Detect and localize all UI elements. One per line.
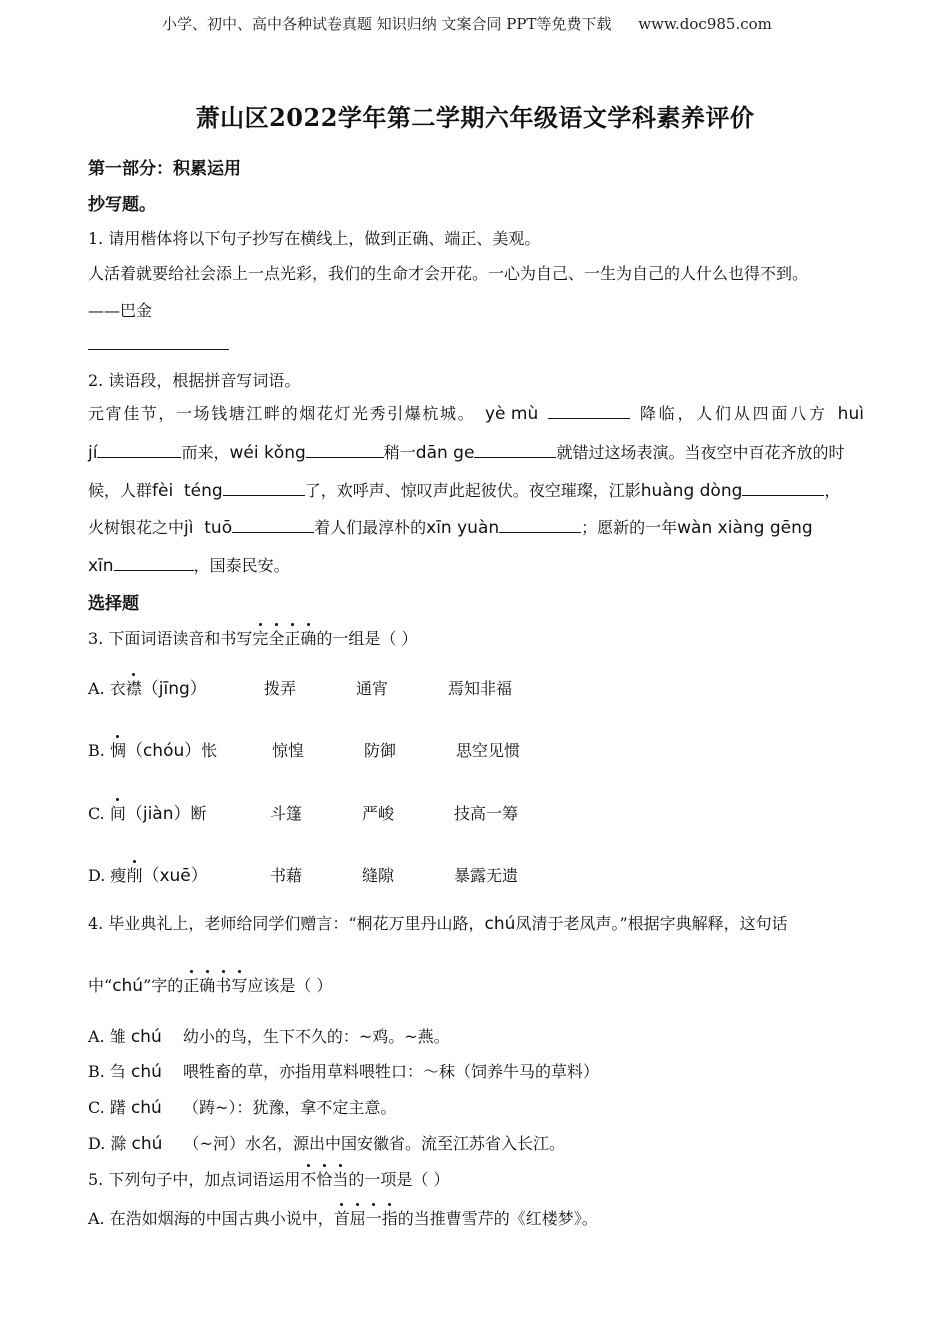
dotted-char: 正 (284, 626, 300, 649)
page-title: 萧山区2022学年第二学期六年级语文学科素养评价 (195, 103, 755, 132)
pinyin: chú (112, 976, 144, 996)
option-word: 严峻 (362, 804, 395, 823)
pinyin: wàn xiàng gēng (677, 518, 813, 538)
q5-dotted-words (334, 1209, 398, 1228)
q3-stem (88, 626, 418, 649)
dotted-char: 确 (199, 973, 215, 996)
pinyin: chú (131, 1062, 162, 1082)
q2-text: 火树银花之中 (88, 518, 185, 537)
option-label: A. 雏 (88, 1027, 131, 1046)
option-text: 怅 (201, 741, 218, 760)
option-label: B. 刍 (88, 1062, 132, 1081)
pinyin: chú (130, 1027, 162, 1047)
q2-text: 了，欢呼声、惊叹声此起彼伏。夜空璀璨，江影 (304, 481, 641, 500)
pinyin: （jiàn） (125, 804, 191, 824)
option-word: 防御 (364, 741, 397, 760)
dotted-char: 襟 (126, 676, 142, 699)
option-label: C. (88, 804, 110, 823)
pinyin: chú (130, 1098, 162, 1118)
pinyin: xīn (88, 556, 114, 576)
pinyin: （jīng） (141, 679, 207, 699)
q3-option[interactable] (88, 674, 568, 699)
option-word: 缝隙 (362, 866, 395, 885)
dotted-char: 惆 (110, 738, 126, 761)
q4-dotted-words (183, 976, 247, 995)
q2-text: 元宵佳节，一场钱塘江畔的烟花灯光秀引爆杭城。 (88, 404, 476, 423)
q3-option[interactable] (88, 736, 576, 761)
dotted-char: 全 (268, 626, 284, 649)
part-one-heading: 第一部分：积累运用 (88, 159, 241, 179)
pinyin: chú (484, 914, 516, 934)
q2-line-2 (88, 440, 864, 463)
q5-text: 的当推曹雪芹的《红楼梦》。 (397, 1209, 598, 1228)
dotted-char: 写 (231, 973, 247, 996)
q4-option[interactable] (88, 1059, 599, 1082)
header-site-link[interactable]: www.doc985.com (638, 15, 772, 33)
option-word: 斗篷 (270, 804, 303, 823)
dotted-char: 当 (332, 1167, 348, 1190)
q4-text: 4. 毕业典礼上，老师给同学们赠言：“桐花万里丹山路， (88, 914, 485, 933)
q5-option-a[interactable] (88, 1206, 598, 1229)
dotted-char: 指 (382, 1206, 398, 1229)
dotted-char: 不 (300, 1167, 316, 1190)
q2-text: 稍一 (383, 443, 416, 462)
q5-dotted-words (300, 1170, 348, 1189)
dotted-char: 屈 (350, 1206, 366, 1229)
pinyin: huàng dòng (640, 481, 743, 501)
q4-text: 应该是（ ） (247, 976, 333, 995)
pinyin: yè mù (485, 404, 539, 424)
answer-blank[interactable] (306, 456, 384, 458)
answer-blank[interactable] (499, 531, 581, 533)
q2-text: ；愿新的一年 (581, 518, 678, 537)
q3-dotted-words (252, 629, 316, 648)
q4-text: 凤清于老凤声。”根据字典解释，这句话 (515, 914, 788, 933)
option-definition: 喂牲畜的草，亦指用草料喂牲口：～秣（饲养牛马的草料） (183, 1062, 600, 1081)
dotted-char: 恰 (316, 1167, 332, 1190)
option-definition: （踌~）：犹豫，拿不定主意。 (182, 1098, 397, 1117)
q2-text: 就错过这场表演。当夜空中百花齐放的时 (556, 443, 845, 462)
q4-stem-line-1 (88, 911, 788, 934)
q1-author: ——巴金 (88, 301, 153, 320)
pinyin: wéi kǒng (229, 443, 306, 463)
q5-text: A. 在浩如烟海的中国古典小说中， (88, 1209, 334, 1228)
q2-text: ，国泰民安。 (193, 556, 290, 575)
option-word: 拨弄 (264, 679, 297, 698)
option-label: D. 瘦 (88, 866, 127, 885)
q2-text: 着人们最淳朴的 (314, 518, 427, 537)
answer-blank[interactable] (232, 531, 314, 533)
q4-text: 中“ (88, 976, 113, 995)
q2-line-4 (88, 515, 864, 538)
option-word: 书藉 (270, 866, 303, 885)
option-label: A. 衣 (88, 679, 126, 698)
option-word: 焉知非福 (448, 679, 513, 698)
dotted-char: 书 (215, 973, 231, 996)
pinyin: huì (837, 404, 864, 424)
q3-option[interactable] (88, 799, 574, 824)
pinyin: （chóu） (125, 741, 202, 761)
q5-text: 5. 下列句子中，加点词语运用 (88, 1170, 301, 1189)
pinyin: dān ge (415, 443, 475, 463)
q4-option[interactable] (88, 1131, 565, 1154)
pinyin: chú (131, 1134, 163, 1154)
header-text: 小学、初中、高中各种试卷真题 知识归纳 文案合同 PPT等免费下载 (162, 15, 612, 33)
option-word: 通宵 (356, 679, 389, 698)
option-label: B. (88, 741, 110, 760)
dotted-char: 确 (300, 626, 316, 649)
dotted-char: 一 (366, 1206, 382, 1229)
option-text: 断 (190, 804, 207, 823)
option-definition: （~河）水名，源出中国安徽省。流至江苏省入长江。 (183, 1134, 565, 1153)
q2-text: 而来， (181, 443, 230, 462)
q5-text: 的一项是（ ） (348, 1170, 450, 1189)
answer-blank[interactable] (474, 456, 556, 458)
answer-blank[interactable] (223, 494, 305, 496)
q2-line-5 (88, 553, 290, 576)
q4-stem-line-2 (88, 973, 332, 996)
option-word: 暴露无遗 (454, 866, 519, 885)
pinyin: jí (88, 443, 98, 463)
q3-stem-text: 的一组是（ ） (316, 629, 418, 648)
option-word: 惊惶 (272, 741, 305, 760)
option-label: D. 滁 (88, 1134, 132, 1153)
q1-quote: 人活着就要给社会添上一点光彩，我们的生命才会开花。一心为自己、一生为自己的人什么也得不到。 (88, 264, 809, 283)
q3-stem-text: 3. 下面词语读音和书写 (88, 629, 253, 648)
pinyin: fèi téng (152, 481, 223, 501)
q2-text: ， (824, 481, 841, 500)
dotted-char: 正 (183, 973, 199, 996)
answer-blank[interactable] (548, 417, 630, 419)
q2-line-1 (88, 401, 864, 424)
q3-option[interactable] (88, 861, 574, 886)
q5-stem (88, 1167, 450, 1190)
q2-text: 候，人群 (88, 481, 153, 500)
q2-text: 降临，人们从四面八方 (639, 404, 828, 423)
dotted-char: 完 (252, 626, 268, 649)
q4-option[interactable] (88, 1024, 450, 1047)
q2-line-3 (88, 478, 864, 501)
page-header (162, 13, 772, 34)
dotted-char: 削 (126, 863, 142, 886)
choice-section-heading: 选择题 (88, 594, 139, 614)
q1-stem: 1. 请用楷体将以下句子抄写在横线上，做到正确、端正、美观。 (88, 229, 541, 248)
copy-section-heading: 抄写题。 (88, 195, 156, 215)
pinyin: xīn yuàn (426, 518, 500, 538)
option-label: C. 躇 (88, 1098, 131, 1117)
option-definition: 幼小的鸟，生下不久的：~鸡。~燕。 (182, 1027, 450, 1046)
option-word: 思空见惯 (456, 741, 521, 760)
dotted-char: 间 (110, 801, 126, 824)
q4-text: ”字的 (143, 976, 184, 995)
pinyin: （xuē） (142, 866, 208, 886)
answer-blank[interactable] (97, 456, 181, 458)
q2-stem: 2. 读语段，根据拼音写词语。 (88, 371, 301, 390)
q1-answer-line[interactable] (88, 349, 229, 350)
answer-blank[interactable] (742, 494, 824, 496)
dotted-char: 首 (334, 1206, 350, 1229)
answer-blank[interactable] (114, 569, 194, 571)
pinyin: jì tuō (184, 518, 233, 538)
q4-option[interactable] (88, 1095, 396, 1118)
option-word: 技高一筹 (454, 804, 519, 823)
